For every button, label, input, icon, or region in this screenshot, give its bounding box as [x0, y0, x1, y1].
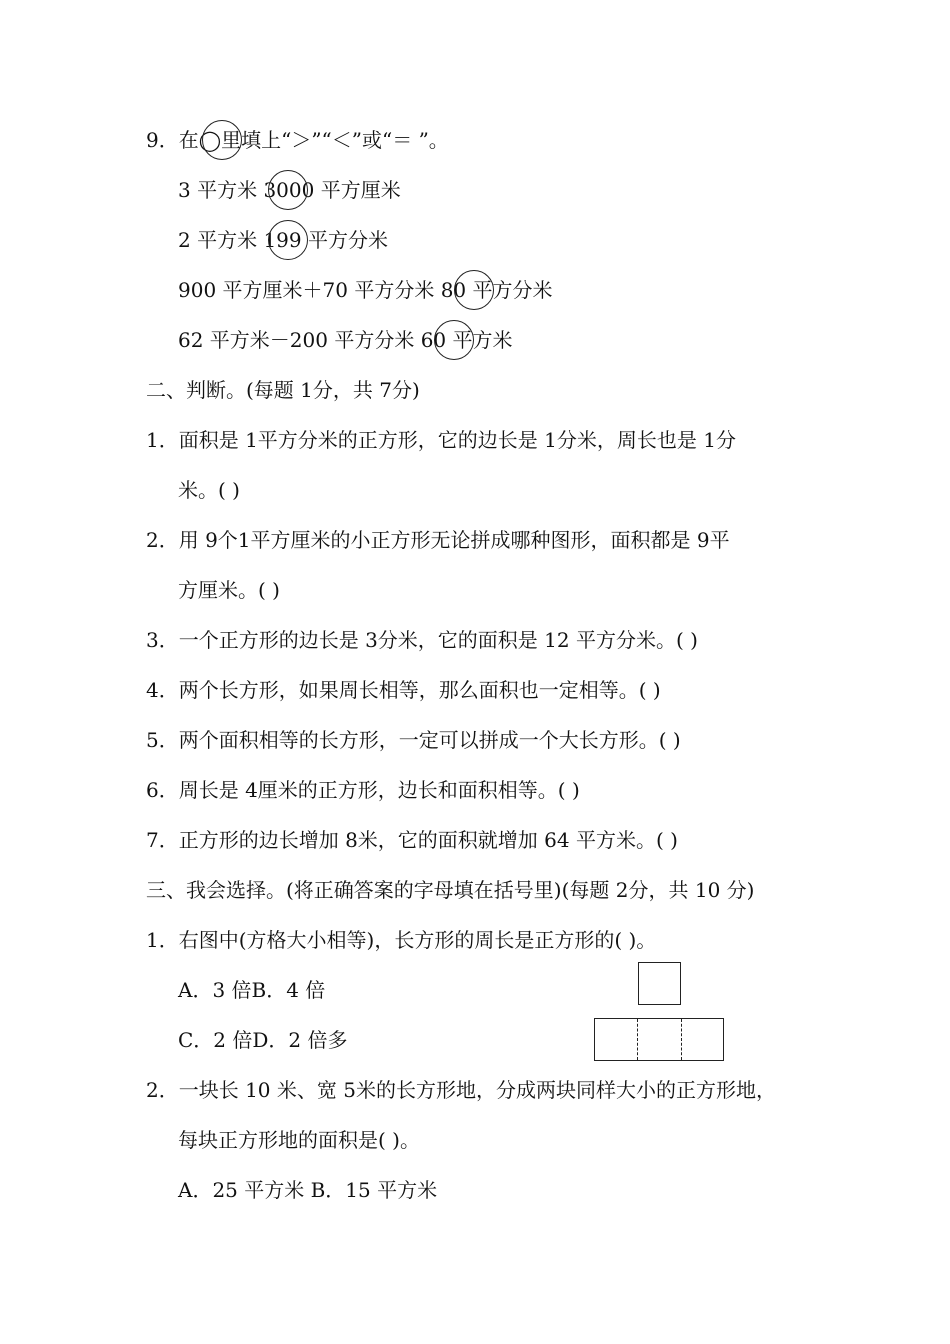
choice-question-2: 2．一块长 10 米、宽 5米的长方形地，分成两块同样大小的正方形地，: [146, 1078, 776, 1102]
judgement-item: 3．一个正方形的边长是 3分米，它的面积是 12 平方分米。( ): [146, 628, 698, 652]
judgement-item-continued: 米。( ): [178, 478, 240, 502]
grid-dashed-line: [637, 1019, 638, 1060]
q9-line-4: 62 平方米－200 平方分米 60 平方米: [178, 328, 513, 352]
judgement-item: 4．两个长方形，如果周长相等，那么面积也一定相等。( ): [146, 678, 661, 702]
answer-circle[interactable]: [268, 220, 308, 260]
q9-line-2: 2 平方米 199 平方分米: [178, 228, 388, 252]
choice-question-2-continued: 每块正方形地的面积是( )。: [178, 1128, 420, 1152]
choice-options-cd: C．2 倍D．2 倍多: [178, 1028, 348, 1052]
judgement-item: 1．面积是 1平方分米的正方形，它的边长是 1分米，周长也是 1分: [146, 428, 736, 452]
answer-circle[interactable]: [202, 120, 242, 160]
judgement-item: 5．两个面积相等的长方形，一定可以拼成一个大长方形。( ): [146, 728, 681, 752]
answer-circle[interactable]: [268, 170, 308, 210]
grid-dashed-line: [681, 1019, 682, 1060]
section-heading: 二、判断。(每题 1分，共 7分): [146, 378, 420, 402]
choice-options-ab: A．3 倍B．4 倍: [178, 978, 326, 1002]
judgement-item-continued: 方厘米。( ): [178, 578, 280, 602]
choice-question-1: 1．右图中(方格大小相等)，长方形的周长是正方形的( )。: [146, 928, 657, 952]
q9-line-1: 3 平方米 3000 平方厘米: [178, 178, 401, 202]
judgement-item: 6．周长是 4厘米的正方形，边长和面积相等。( ): [146, 778, 580, 802]
q9-title: 9．在◯里填上“＞”“＜”或“＝ ”。: [146, 128, 449, 152]
square-figure: [638, 962, 681, 1005]
choice-options-ab: A．25 平方米 B．15 平方米: [178, 1178, 438, 1202]
judgement-item: 7．正方形的边长增加 8米，它的面积就增加 64 平方米。( ): [146, 828, 678, 852]
rectangle-figure: [594, 1018, 724, 1061]
q9-line-3: 900 平方厘米＋70 平方分米 80 平方分米: [178, 278, 553, 302]
answer-circle[interactable]: [454, 270, 494, 310]
answer-circle[interactable]: [434, 320, 474, 360]
judgement-item: 2．用 9个1平方厘米的小正方形无论拼成哪种图形，面积都是 9平: [146, 528, 730, 552]
section-heading: 三、我会选择。(将正确答案的字母填在括号里)(每题 2分，共 10 分): [146, 878, 755, 902]
